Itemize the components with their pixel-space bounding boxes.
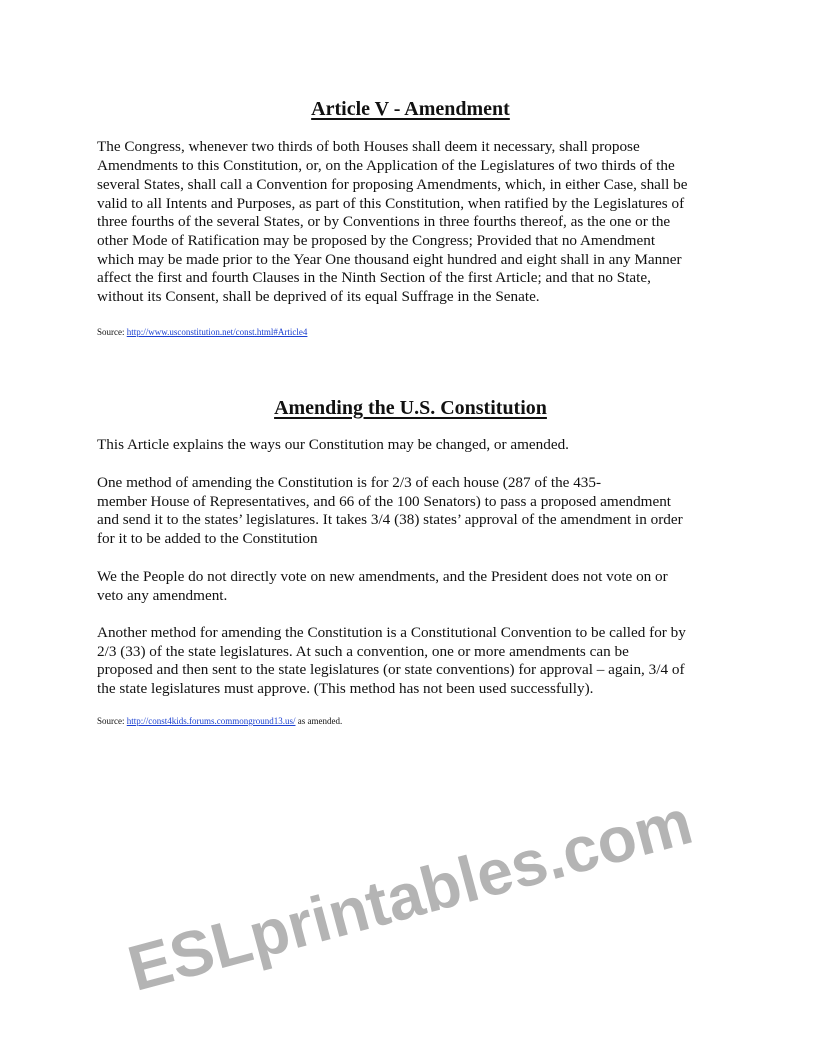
article-title: Article V - Amendment [311, 98, 510, 120]
text-line: Another method for amending the Constitution is a Constitutional Convention to be called for by [97, 624, 686, 641]
watermark: ESLprintables.com [120, 785, 700, 1005]
source-label: Source: [97, 327, 127, 337]
text-line: The Congress, whenever two thirds of both Houses shall deem it necessary, shall propose [97, 138, 640, 155]
text-line: and send it to the states’ legislatures. It takes 3/4 (38) states’ approval of the amendment in order [97, 511, 683, 528]
text-line: One method of amending the Constitution is for 2/3 of each house (287 of the 435- [97, 474, 602, 491]
text-line: several States, shall call a Convention for proposing Amendments, which, in either Case, shall be [97, 176, 688, 193]
text-line: the state legislatures must approve. (This method has not been used successfully). [97, 680, 594, 697]
text-line: affect the first and fourth Clauses in the Ninth Section of the first Article; and that no State, [97, 269, 651, 286]
text-line: 2/3 (33) of the state legislatures. At such a convention, one or more amendments can be [97, 643, 629, 660]
text-line: proposed and then sent to the state legislatures (or state conventions) for approval – again, 3/4 of [97, 661, 685, 678]
source-1 [97, 327, 307, 338]
source-2 [97, 716, 342, 727]
text-line: for it to be added to the Constitution [97, 530, 318, 547]
text-line: member House of Representatives, and 66 of the 100 Senators) to pass a proposed amendment [97, 493, 672, 510]
section-title: Amending the U.S. Constitution [274, 397, 547, 419]
text-line: other Mode of Ratification may be proposed by the Congress; Provided that no Amendment [97, 232, 656, 249]
text-line: veto any amendment. [97, 587, 228, 604]
source-suffix: as amended. [295, 716, 343, 726]
text-line: Amendments to this Constitution, or, on the Application of the Legislatures of two thirds of the [97, 157, 675, 174]
text-line: We the People do not directly vote on new amendments, and the President does not vote on or [97, 568, 668, 585]
text-line: three fourths of the several States, or by Conventions in three fourths thereof, as the one or the [97, 213, 671, 230]
text-line: which may be made prior to the Year One thousand eight hundred and eight shall in any Manner [97, 251, 682, 268]
source-label: Source: [97, 716, 127, 726]
text-line: This Article explains the ways our Constitution may be changed, or amended. [97, 436, 569, 453]
source-link[interactable]: http://www.usconstitution.net/const.html#Article4 [126, 327, 308, 337]
text-line: without its Consent, shall be deprived of its equal Suffrage in the Senate. [97, 288, 540, 305]
source-link[interactable]: http://const4kids.forums.commonground13.us/ [126, 716, 296, 726]
text-line: valid to all Intents and Purposes, as part of this Constitution, when ratified by the Legislatures of [97, 195, 685, 212]
